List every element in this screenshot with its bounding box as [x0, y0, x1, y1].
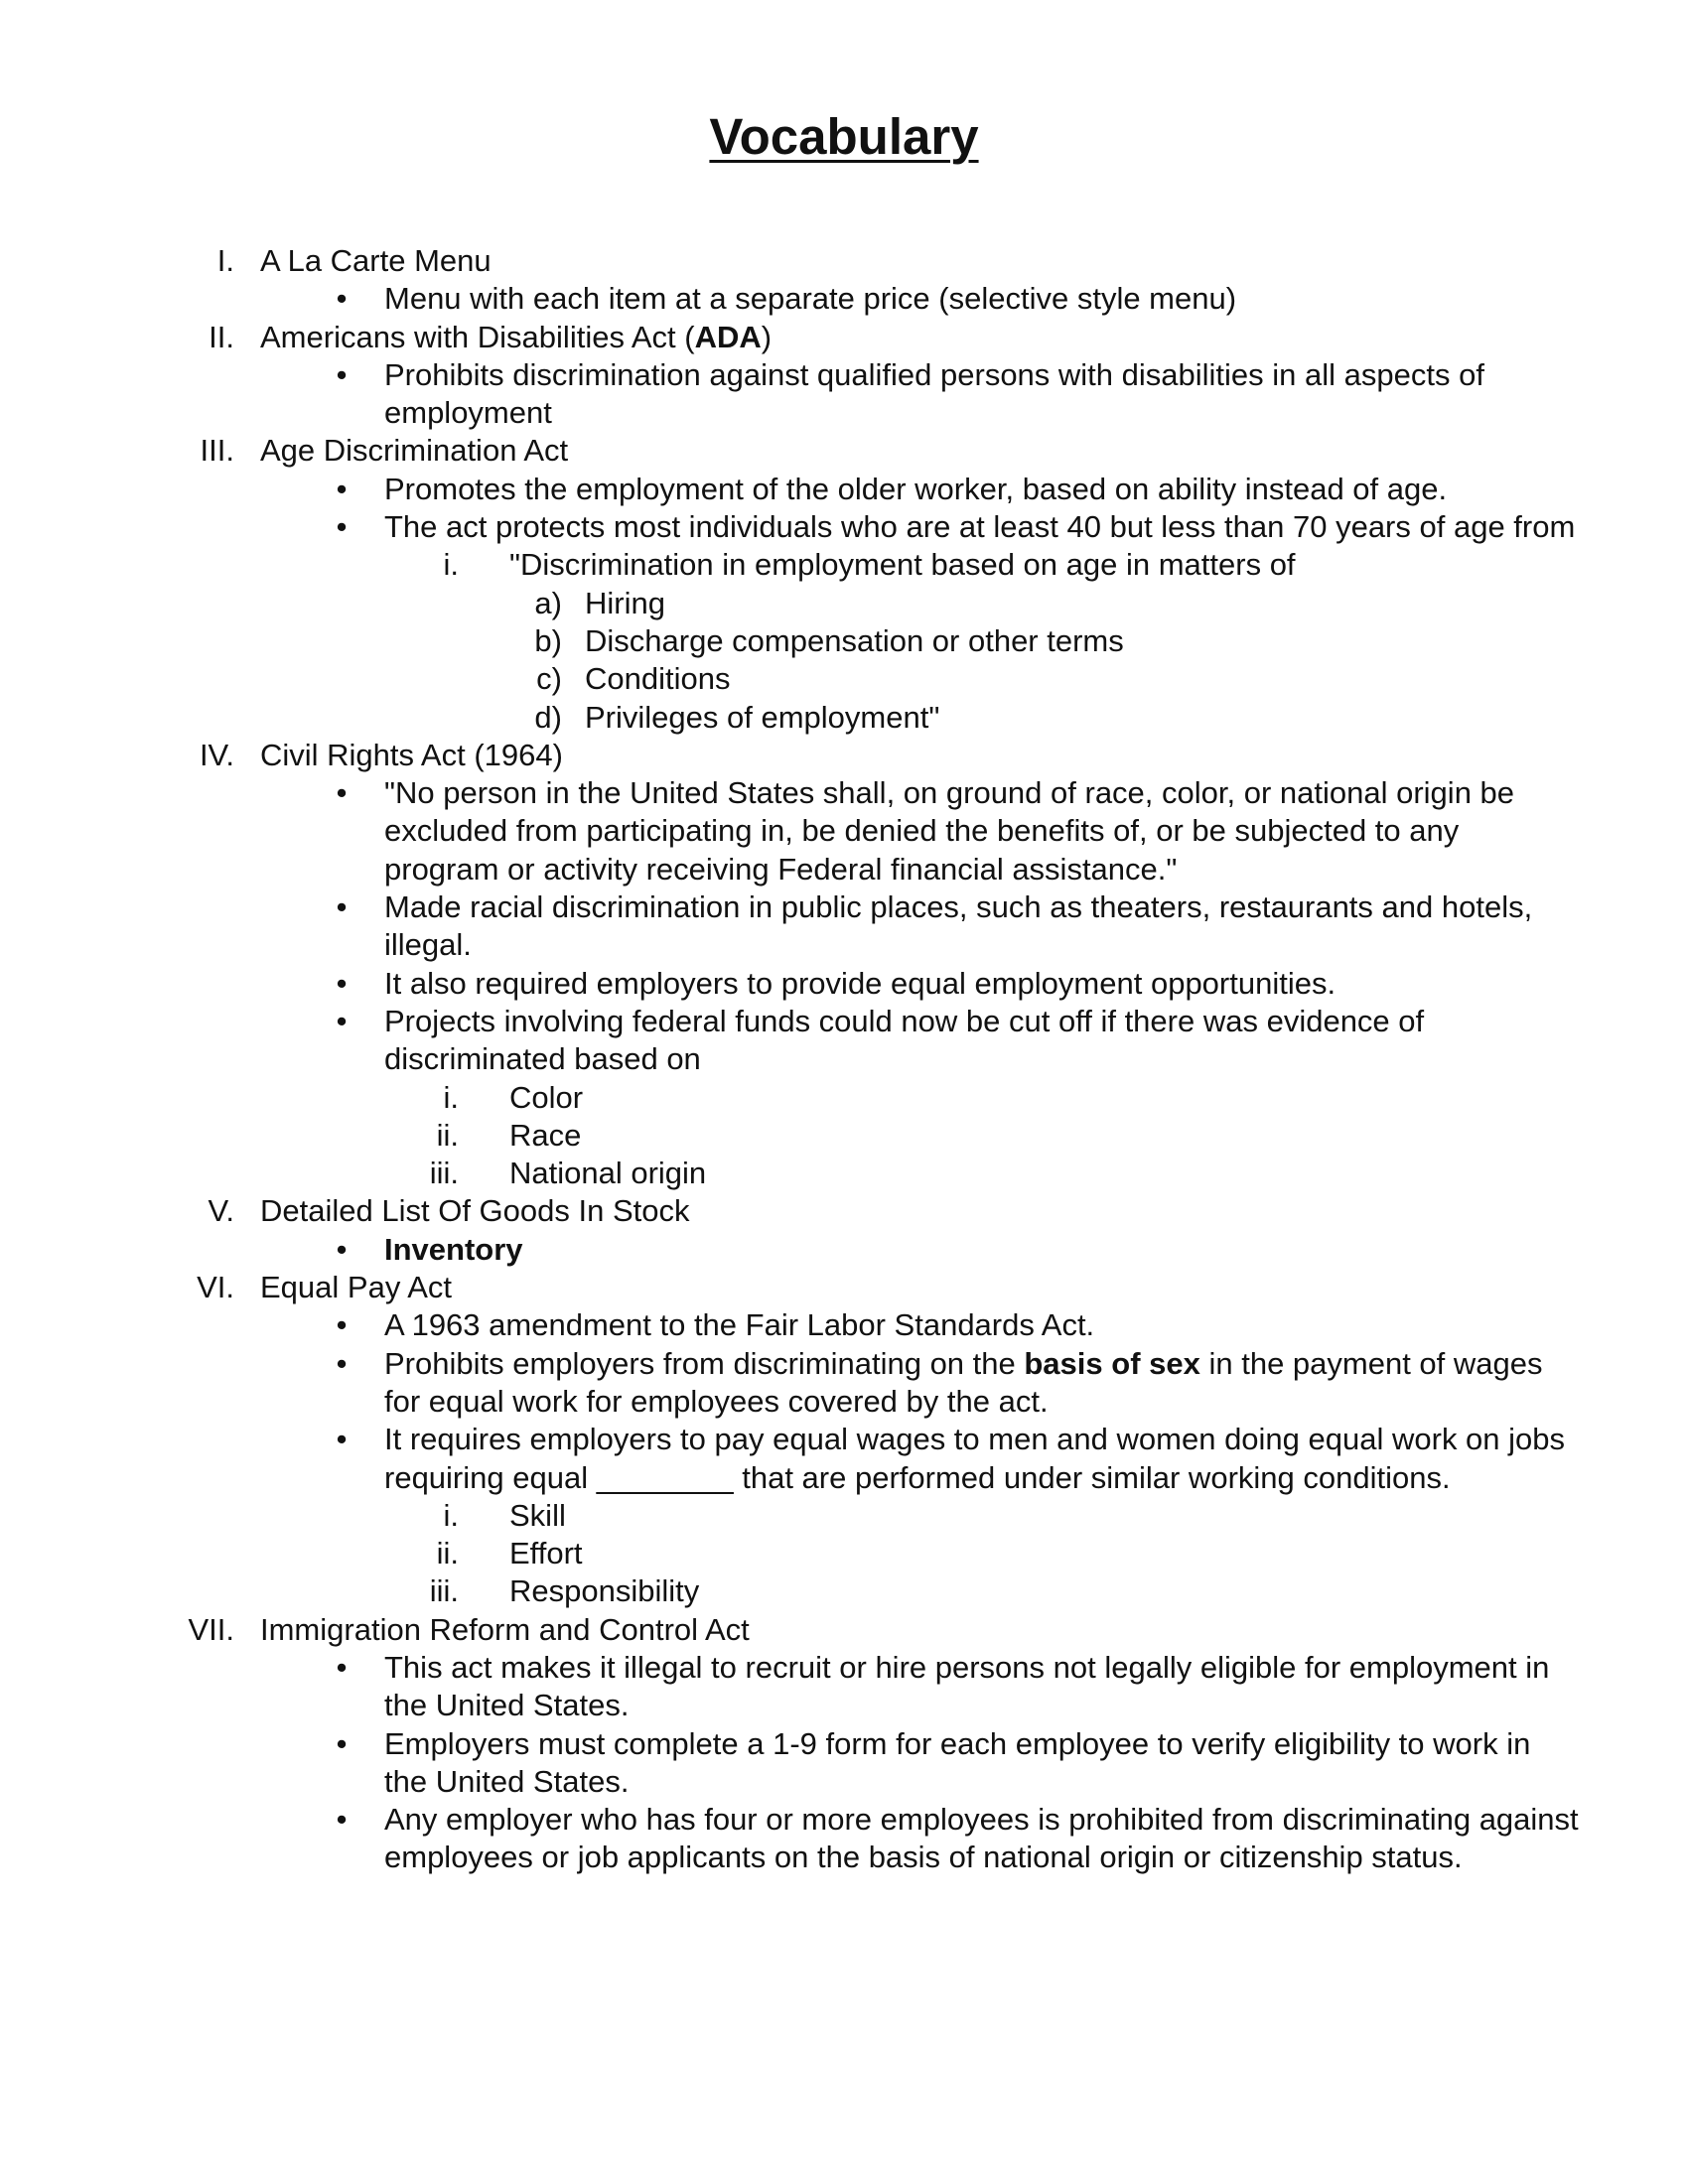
- list-marker: iii.: [429, 1156, 459, 1191]
- roman-subitem: [0, 1535, 1688, 1572]
- bullet-item: [0, 1306, 1688, 1344]
- text-run: This act makes it illegal to recruit or hire persons not legally eligible for employment in the United States.: [384, 1649, 1550, 1723]
- text-run: Americans with Disabilities Act (: [260, 319, 695, 354]
- list-marker: i.: [443, 547, 459, 583]
- item-text: [384, 888, 1581, 965]
- text-run: Skill: [509, 1497, 566, 1533]
- bullet-marker: •: [336, 1307, 348, 1343]
- text-run: Projects involving federal funds could now be cut off if there was evidence of discriminated based on: [384, 1003, 1425, 1077]
- section-term: [0, 1269, 1688, 1306]
- item-text: [384, 356, 1581, 433]
- item-text: [509, 1079, 1688, 1117]
- item-text: [384, 1725, 1581, 1802]
- list-marker: b): [534, 622, 562, 658]
- item-text: [384, 1306, 1581, 1344]
- text-run: Conditions: [585, 661, 731, 697]
- text-run: Privileges of employment": [585, 699, 940, 735]
- section-term: [0, 1192, 1688, 1230]
- item-text: [384, 1421, 1581, 1497]
- roman-subitem: [0, 1079, 1688, 1117]
- text-run: Responsibility: [509, 1573, 700, 1609]
- bullet-item: [0, 1801, 1688, 1877]
- bullet-marker: •: [336, 1725, 348, 1761]
- text-run: It also required employers to provide equal employment opportunities.: [384, 965, 1336, 1001]
- roman-subitem: [0, 1497, 1688, 1535]
- text-run: Prohibits employers from discriminating on the: [384, 1345, 1025, 1381]
- item-text: [585, 585, 1688, 622]
- text-run: "Discrimination in employment based on age in matters of: [509, 547, 1296, 583]
- list-marker: i.: [443, 1497, 459, 1533]
- section-term: [0, 242, 1688, 280]
- item-text: [260, 1192, 1688, 1230]
- bullet-marker: •: [336, 1231, 348, 1267]
- list-marker: i.: [443, 1079, 459, 1115]
- item-text: [509, 1117, 1688, 1155]
- bullet-item: [0, 280, 1688, 318]
- bullet-item: [0, 965, 1688, 1003]
- bullet-item: [0, 471, 1688, 508]
- list-marker: III.: [200, 433, 234, 469]
- bullet-marker: •: [336, 281, 348, 317]
- text-run: Promotes the employment of the older worker, based on ability instead of age.: [384, 471, 1448, 506]
- item-text: [384, 1345, 1581, 1422]
- bold-text: basis of sex: [1024, 1345, 1200, 1381]
- text-run: Any employer who has four or more employees is prohibited from discriminating against employees or job applicants on the basis of national origin or citizenship status.: [384, 1802, 1579, 1875]
- item-text: [384, 965, 1581, 1003]
- list-marker: iii.: [429, 1573, 459, 1609]
- item-text: [260, 1611, 1688, 1649]
- bold-text: Inventory: [384, 1231, 523, 1267]
- bullet-item: [0, 774, 1688, 888]
- bullet-item: [0, 888, 1688, 965]
- list-marker: V.: [208, 1193, 234, 1229]
- bullet-item: [0, 1231, 1688, 1269]
- item-text: [509, 1497, 1688, 1535]
- page-title: Vocabulary: [709, 108, 979, 165]
- bold-text: ADA: [694, 319, 762, 354]
- bullet-item: [0, 1421, 1688, 1497]
- list-marker: VI.: [197, 1270, 234, 1305]
- list-marker: c): [536, 661, 562, 697]
- text-run: A 1963 amendment to the Fair Labor Standards Act.: [384, 1307, 1095, 1343]
- text-run: Equal Pay Act: [260, 1270, 453, 1305]
- list-marker: ii.: [436, 1536, 459, 1571]
- text-run: The act protects most individuals who are at least 40 but less than 70 years of age from: [384, 509, 1576, 545]
- text-run: in the payment of wages for equal work for employees covered by the act.: [384, 1345, 1543, 1419]
- alpha-subitem: [0, 585, 1688, 622]
- item-text: [509, 546, 1688, 584]
- item-text: [585, 622, 1688, 660]
- text-run: ): [761, 319, 773, 354]
- list-marker: a): [534, 585, 562, 620]
- bullet-marker: •: [336, 471, 348, 506]
- text-run: Age Discrimination Act: [260, 433, 569, 469]
- list-marker: II.: [209, 319, 234, 354]
- alpha-subitem: [0, 660, 1688, 698]
- item-text: [384, 471, 1581, 508]
- bullet-marker: •: [336, 1003, 348, 1038]
- text-run: "No person in the United States shall, on ground of race, color, or national origin be excluded from participating in, be denied the benefits of, or be subjected to any program or activity receiving Federal financial assistance.": [384, 775, 1515, 887]
- roman-subitem: [0, 1117, 1688, 1155]
- item-text: [260, 319, 1688, 356]
- item-text: [585, 699, 1688, 737]
- text-run: Employers must complete a 1-9 form for each employee to verify eligibility to work in the United States.: [384, 1725, 1531, 1799]
- section-term: [0, 319, 1688, 356]
- vocabulary-outline: [0, 242, 1688, 1877]
- list-marker: ii.: [436, 1117, 459, 1153]
- text-run: Prohibits discrimination against qualified persons with disabilities in all aspects of employment: [384, 356, 1484, 431]
- text-run: Hiring: [585, 585, 665, 620]
- roman-subitem: [0, 546, 1688, 584]
- item-text: [384, 1231, 1581, 1269]
- item-text: [384, 1649, 1581, 1725]
- item-text: [260, 242, 1688, 280]
- bullet-marker: •: [336, 775, 348, 811]
- item-text: [260, 432, 1688, 470]
- bullet-item: [0, 1345, 1688, 1422]
- text-run: Immigration Reform and Control Act: [260, 1611, 750, 1647]
- alpha-subitem: [0, 622, 1688, 660]
- item-text: [260, 1269, 1688, 1306]
- text-run: Race: [509, 1117, 582, 1153]
- text-run: Detailed List Of Goods In Stock: [260, 1193, 690, 1229]
- text-run: Color: [509, 1079, 584, 1115]
- list-marker: VII.: [188, 1611, 234, 1647]
- list-marker: I.: [216, 243, 234, 278]
- item-text: [384, 1003, 1581, 1079]
- text-run: Discharge compensation or other terms: [585, 622, 1124, 658]
- item-text: [384, 1801, 1581, 1877]
- bullet-item: [0, 508, 1688, 546]
- bullet-marker: •: [336, 889, 348, 925]
- section-term: [0, 432, 1688, 470]
- bullet-marker: •: [336, 965, 348, 1001]
- bullet-marker: •: [336, 509, 348, 545]
- bullet-marker: •: [336, 1345, 348, 1381]
- list-marker: IV.: [199, 737, 234, 772]
- item-text: [384, 774, 1581, 888]
- roman-subitem: [0, 1155, 1688, 1192]
- text-run: Civil Rights Act (1964): [260, 737, 563, 772]
- text-run: A La Carte Menu: [260, 243, 492, 278]
- text-run: It requires employers to pay equal wages to men and women doing equal work on jobs requiring equal ________ that are performed under similar working conditions.: [384, 1422, 1566, 1495]
- bullet-marker: •: [336, 1649, 348, 1685]
- item-text: [384, 508, 1581, 546]
- item-text: [509, 1535, 1688, 1572]
- bullet-item: [0, 1649, 1688, 1725]
- section-term: [0, 737, 1688, 774]
- item-text: [585, 660, 1688, 698]
- bullet-marker: •: [336, 1422, 348, 1457]
- bullet-item: [0, 1003, 1688, 1079]
- item-text: [384, 280, 1581, 318]
- text-run: Menu with each item at a separate price (selective style menu): [384, 281, 1237, 317]
- section-term: [0, 1611, 1688, 1649]
- bullet-marker: •: [336, 1802, 348, 1838]
- alpha-subitem: [0, 699, 1688, 737]
- item-text: [509, 1155, 1688, 1192]
- bullet-item: [0, 356, 1688, 433]
- roman-subitem: [0, 1572, 1688, 1610]
- item-text: [509, 1572, 1688, 1610]
- bullet-item: [0, 1725, 1688, 1802]
- item-text: [260, 737, 1688, 774]
- text-run: Made racial discrimination in public places, such as theaters, restaurants and hotels, illegal.: [384, 889, 1533, 963]
- text-run: Effort: [509, 1536, 583, 1571]
- text-run: National origin: [509, 1156, 707, 1191]
- list-marker: d): [534, 699, 562, 735]
- bullet-marker: •: [336, 356, 348, 392]
